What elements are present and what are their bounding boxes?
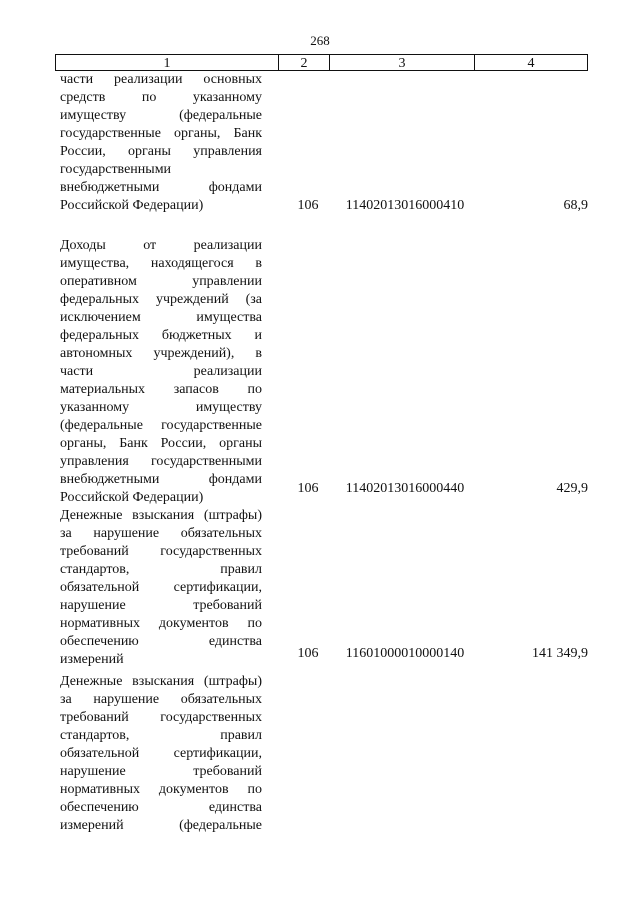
admin-code: 106 — [297, 198, 319, 213]
column-header-1: 1 — [56, 55, 279, 70]
description-line: Доходы от реализации — [60, 238, 262, 253]
description-line: за нарушение обязательных — [60, 526, 262, 541]
description-line: федеральных бюджетных и — [60, 328, 262, 343]
amount: 68,9 — [563, 198, 588, 213]
table-header-row — [55, 54, 588, 71]
description-line: средств по указанному — [60, 90, 262, 105]
description-line: обеспечению единства — [60, 800, 262, 815]
description-line: требований государственных — [60, 710, 262, 725]
description-line: нарушение требований — [60, 764, 262, 779]
description-line: материальных запасов по — [60, 382, 262, 397]
description-line: обязательной сертификации, — [60, 580, 262, 595]
row-description — [60, 237, 262, 507]
row-description — [60, 507, 262, 669]
description-line: управления государственными — [60, 454, 262, 469]
description-line: Российской Федерации) — [60, 490, 204, 505]
column-header-2: 2 — [279, 55, 330, 70]
description-line: имуществу (федеральные — [60, 108, 262, 123]
column-header-4: 4 — [527, 56, 535, 71]
description-line: (федеральные государственные — [60, 418, 262, 433]
row-description — [60, 71, 262, 215]
description-line: стандартов, правил — [60, 728, 262, 743]
amount: 141 349,9 — [532, 646, 588, 661]
description-line: нормативных документов по — [60, 616, 262, 631]
description-line: обязательной сертификации, — [60, 746, 262, 761]
description-line: органы, Банк России, органы — [60, 436, 262, 451]
description-line: измерений (федеральные — [60, 818, 262, 833]
budget-code: 11402013016000410 — [345, 198, 465, 213]
description-line: Российской Федерации) — [60, 198, 204, 213]
table-row — [60, 71, 588, 215]
description-line: Денежные взыскания (штрафы) — [60, 674, 262, 689]
description-line: федеральных учреждений (за — [60, 292, 262, 307]
table-row — [60, 673, 588, 835]
description-line: указанному имуществу — [60, 400, 262, 415]
page-number: 268 — [310, 33, 330, 48]
description-line: требований государственных — [60, 544, 262, 559]
table-row — [60, 507, 588, 669]
description-line: России, органы управления — [60, 144, 262, 159]
budget-code: 11601000010000140 — [345, 646, 465, 661]
row-description — [60, 673, 262, 835]
description-line: государственными — [60, 162, 172, 177]
admin-code: 106 — [297, 481, 319, 496]
description-line: части реализации — [60, 364, 262, 379]
description-line: исключением имущества — [60, 310, 262, 325]
column-header-3: 3 — [330, 55, 475, 70]
amount: 429,9 — [556, 481, 588, 496]
description-line: внебюджетными фондами — [60, 180, 262, 195]
description-line: нормативных документов по — [60, 782, 262, 797]
description-line: нарушение требований — [60, 598, 262, 613]
description-line: части реализации основных — [60, 72, 262, 87]
description-line: измерений — [60, 652, 124, 667]
admin-code: 106 — [297, 646, 319, 661]
description-line: стандартов, правил — [60, 562, 262, 577]
description-line: внебюджетными фондами — [60, 472, 262, 487]
description-line: оперативном управлении — [60, 274, 262, 289]
description-line: имущества, находящегося в — [60, 256, 262, 271]
description-line: автономных учреждений), в — [60, 346, 262, 361]
description-line: за нарушение обязательных — [60, 692, 262, 707]
description-line: государственные органы, Банк — [60, 126, 262, 141]
budget-code: 11402013016000440 — [345, 481, 465, 496]
description-line: обеспечению единства — [60, 634, 262, 649]
table-row — [60, 237, 588, 507]
description-line: Денежные взыскания (штрафы) — [60, 508, 262, 523]
